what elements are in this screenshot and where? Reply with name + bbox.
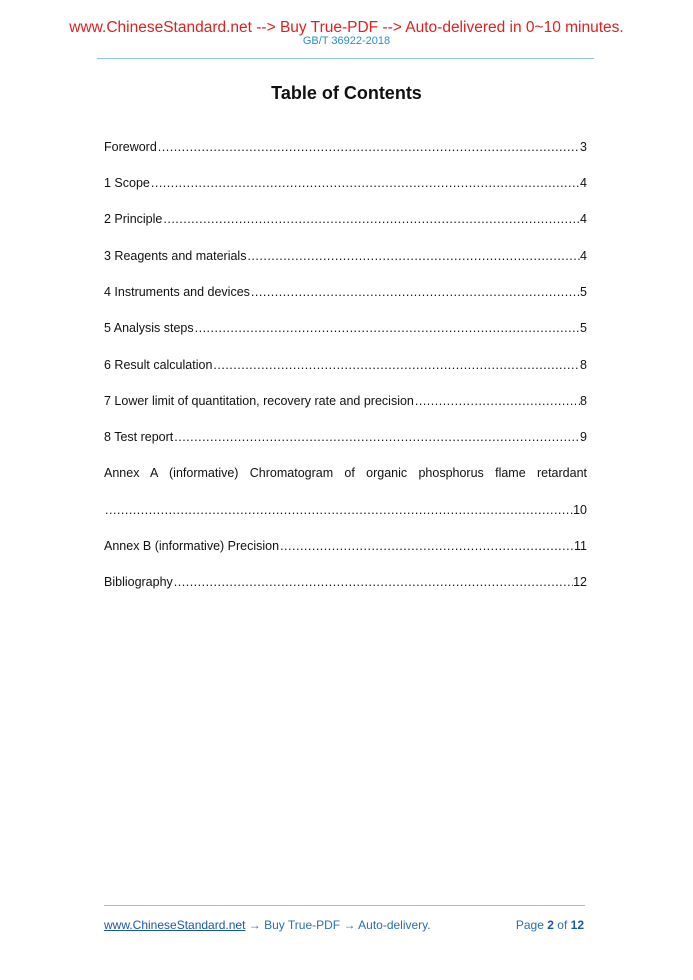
toc-leader-dots bbox=[414, 393, 580, 409]
toc-page-number: 3 bbox=[580, 140, 587, 154]
toc-page-number: 4 bbox=[580, 249, 587, 263]
toc-leader-dots bbox=[250, 284, 580, 300]
footer-site-link[interactable]: www.ChineseStandard.net bbox=[104, 918, 246, 932]
toc-entry-label: 7 Lower limit of quantitation, recovery rate and precision bbox=[104, 394, 414, 408]
page-word: Page bbox=[515, 918, 544, 932]
toc-entry-label: 1 Scope bbox=[104, 176, 150, 190]
toc-leader-dots bbox=[173, 429, 580, 445]
toc-entry-principle[interactable] bbox=[104, 211, 587, 227]
toc-entry-label: 5 Analysis steps bbox=[104, 321, 194, 335]
toc-entry-label: 6 Result calculation bbox=[104, 358, 213, 372]
toc-page-number: 8 bbox=[580, 358, 587, 372]
arrow-right-icon: → bbox=[340, 918, 359, 932]
toc-leader-dots bbox=[104, 502, 573, 518]
toc-entry-annex-b[interactable] bbox=[104, 538, 587, 554]
toc-page-number: 10 bbox=[573, 503, 587, 517]
toc-entry-label: 2 Principle bbox=[104, 212, 163, 226]
toc-leader-dots bbox=[246, 248, 580, 264]
toc-page-number: 12 bbox=[573, 575, 587, 589]
toc-entry-label: Bibliography bbox=[104, 575, 173, 589]
footer-buy-text: Buy True-PDF bbox=[264, 918, 341, 932]
toc-entry-label: 3 Reagents and materials bbox=[104, 249, 247, 263]
toc-leader-dots bbox=[279, 538, 574, 554]
promo-banner[interactable]: www.ChineseStandard.net --> Buy True-PDF --> Auto-delivered in 0~10 minutes. bbox=[69, 19, 624, 36]
toc-leader-dots bbox=[212, 357, 580, 373]
header-divider bbox=[97, 58, 594, 59]
toc-leader-dots bbox=[173, 574, 573, 590]
toc-entry-annex-a[interactable] bbox=[104, 502, 587, 518]
toc-entry-bibliography[interactable] bbox=[104, 574, 587, 590]
current-page-number: 2 bbox=[547, 918, 554, 932]
toc-leader-dots bbox=[157, 139, 580, 155]
of-word: of bbox=[557, 918, 568, 932]
toc-page-number: 11 bbox=[574, 539, 587, 553]
toc-entry-foreword[interactable] bbox=[104, 139, 587, 155]
toc-page-number: 8 bbox=[580, 394, 587, 408]
footer-promo bbox=[104, 917, 431, 933]
toc-entry-label: Annex B (informative) Precision bbox=[104, 539, 280, 553]
toc-entry-label: 4 Instruments and devices bbox=[104, 285, 250, 299]
toc-leader-dots bbox=[150, 175, 580, 191]
document-code: GB/T 36922-2018 bbox=[302, 35, 391, 47]
toc-entry-annex-a-label[interactable]: Annex A (informative) Chromatogram of organic phosphorus flame retardant bbox=[104, 466, 587, 480]
toc-leader-dots bbox=[162, 211, 580, 227]
arrow-right-icon: → bbox=[245, 918, 265, 932]
page-title: Table of Contents bbox=[271, 83, 422, 103]
footer-divider bbox=[104, 905, 585, 906]
toc-leader-dots bbox=[194, 320, 580, 336]
toc-page-number: 4 bbox=[580, 176, 587, 190]
toc-entry-reagents[interactable] bbox=[104, 248, 587, 264]
toc-entry-label: 8 Test report bbox=[104, 430, 174, 444]
toc-page-number: 5 bbox=[580, 321, 587, 335]
toc-page-number: 9 bbox=[580, 430, 587, 444]
total-page-count: 12 bbox=[570, 918, 584, 932]
toc-entry-label: Foreword bbox=[104, 140, 157, 154]
toc-page-number: 4 bbox=[580, 212, 587, 226]
page-footer bbox=[104, 917, 587, 933]
page-indicator bbox=[516, 917, 584, 933]
toc-entry-lower-limit[interactable] bbox=[104, 393, 587, 409]
toc-page-number: 5 bbox=[580, 285, 587, 299]
toc-entry-instruments[interactable] bbox=[104, 284, 587, 300]
footer-delivery-text: Auto-delivery. bbox=[358, 918, 431, 932]
toc-entry-test-report[interactable] bbox=[104, 429, 587, 445]
toc-entry-scope[interactable] bbox=[104, 175, 587, 191]
toc-entry-analysis-steps[interactable] bbox=[104, 320, 587, 336]
toc-entry-result-calculation[interactable] bbox=[104, 357, 587, 373]
